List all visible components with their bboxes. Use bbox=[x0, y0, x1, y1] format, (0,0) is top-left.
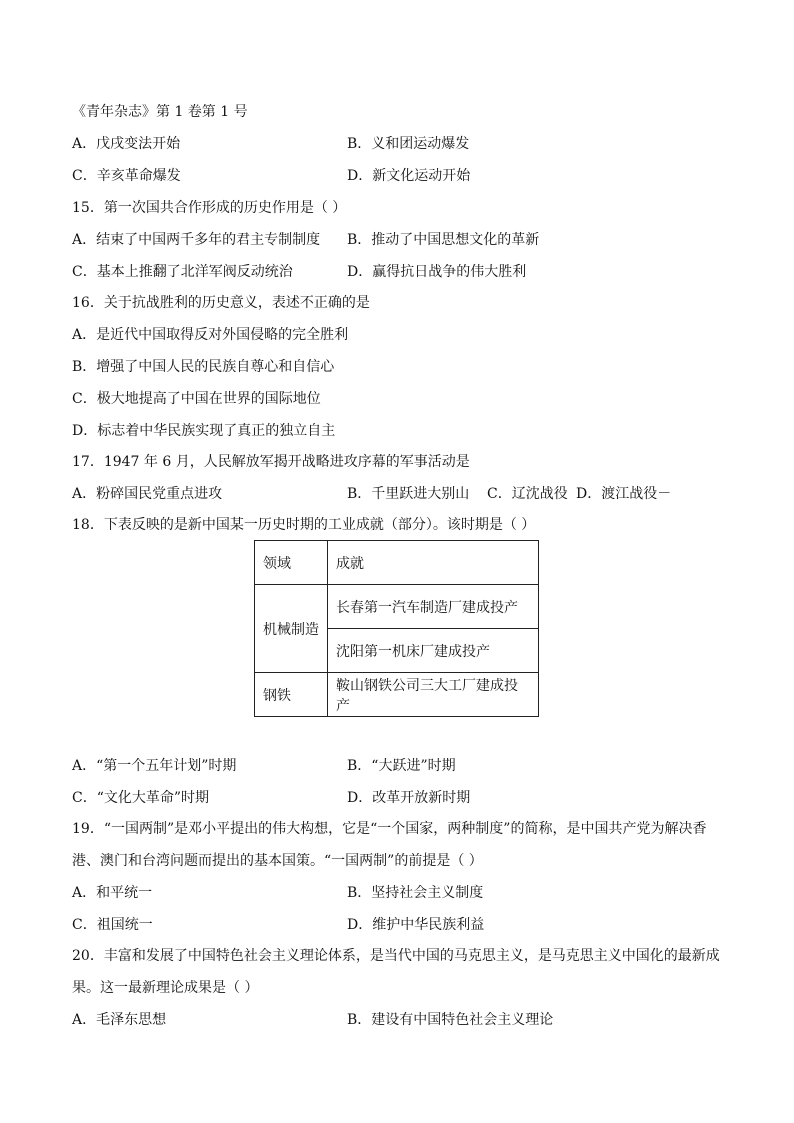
table-cell-field-machinery: 机械制造 bbox=[255, 585, 328, 673]
q16-option-b: B．增强了中国人民的民族自尊心和自信心 bbox=[72, 359, 335, 375]
table-header-achievement: 成就 bbox=[328, 541, 539, 585]
q17-option-c: C．辽沈战役 bbox=[487, 486, 568, 502]
q15-option-c: C．基本上推翻了北洋军阀反动统治 bbox=[72, 264, 293, 280]
q20-stem-line2: 果。这一最新理论成果是（ ） bbox=[72, 980, 259, 996]
q18-stem: 18．下表反映的是新中国某一历史时期的工业成就（部分）。该时期是（ ） bbox=[72, 517, 536, 533]
q18-option-c: C．“文化大革命”时期 bbox=[72, 790, 210, 806]
q19-option-a: A．和平统一 bbox=[72, 885, 153, 901]
q17-option-d: D．渡江战役－ bbox=[576, 486, 672, 502]
q17-stem: 17．1947 年 6 月，人民解放军揭开战略进攻序幕的军事活动是 bbox=[72, 454, 470, 470]
q19-option-b: B．坚持社会主义制度 bbox=[347, 885, 484, 901]
q15-stem: 15．第一次国共合作形成的历史作用是（ ） bbox=[72, 200, 347, 216]
q17-option-b: B．千里跃进大别山 bbox=[347, 486, 470, 502]
table-header-row bbox=[255, 541, 539, 585]
table-cell-achievement: 沈阳第一机床厂建成投产 bbox=[328, 629, 539, 673]
q16-option-c: C．极大地提高了中国在世界的国际地位 bbox=[72, 391, 321, 407]
q15-option-b: B．推动了中国思想文化的革新 bbox=[347, 232, 540, 248]
q20-option-a: A．毛泽东思想 bbox=[72, 1012, 167, 1028]
table-row bbox=[255, 585, 539, 629]
q19-stem-line2: 港、澳门和台湾问题而提出的基本国策。“一国两制”的前提是（ ） bbox=[72, 853, 483, 869]
table-header-field: 领域 bbox=[255, 541, 328, 585]
achievement-table bbox=[254, 540, 539, 717]
q18-option-b: B．“大跃进”时期 bbox=[347, 758, 456, 774]
q20-option-b: B．建设有中国特色社会主义理论 bbox=[347, 1012, 554, 1028]
q19-option-d: D．维护中华民族利益 bbox=[347, 917, 485, 933]
q16-stem: 16．关于抗战胜利的历史意义，表述不正确的是 bbox=[72, 295, 370, 311]
q18-option-a: A．“第一个五年计划”时期 bbox=[72, 758, 237, 774]
table-row bbox=[255, 673, 539, 717]
q17-option-a: A．粉碎国民党重点进攻 bbox=[72, 486, 223, 502]
q19-option-c: C．祖国统一 bbox=[72, 917, 153, 933]
q14-option-b: B．义和团运动爆发 bbox=[347, 136, 470, 152]
q15-option-a: A．结束了中国两千多年的君主专制制度 bbox=[72, 232, 321, 248]
q14-stem-tail: 《青年杂志》第 1 卷第 1 号 bbox=[72, 104, 248, 120]
table-cell-achievement: 鞍山钢铁公司三大工厂建成投产 bbox=[328, 673, 539, 717]
q16-option-a: A．是近代中国取得反对外国侵略的完全胜利 bbox=[72, 327, 349, 343]
table-cell-field-steel: 钢铁 bbox=[255, 673, 328, 717]
q16-option-d: D．标志着中华民族实现了真正的独立自主 bbox=[72, 423, 336, 439]
q18-option-d: D．改革开放新时期 bbox=[347, 790, 471, 806]
q20-stem-line1: 20．丰富和发展了中国特色社会主义理论体系，是当代中国的马克思主义，是马克思主义中国化的最新成 bbox=[72, 948, 720, 964]
q14-option-a: A．戊戌变法开始 bbox=[72, 136, 181, 152]
q19-stem-line1: 19．“一国两制”是邓小平提出的伟大构想，它是“一个国家，两种制度”的简称，是中国共产党为解决香 bbox=[72, 821, 707, 837]
q14-option-c: C．辛亥革命爆发 bbox=[72, 168, 181, 184]
q14-option-d: D．新文化运动开始 bbox=[347, 168, 471, 184]
q15-option-d: D．赢得抗日战争的伟大胜利 bbox=[347, 264, 527, 280]
table-cell-achievement: 长春第一汽车制造厂建成投产 bbox=[328, 585, 539, 629]
